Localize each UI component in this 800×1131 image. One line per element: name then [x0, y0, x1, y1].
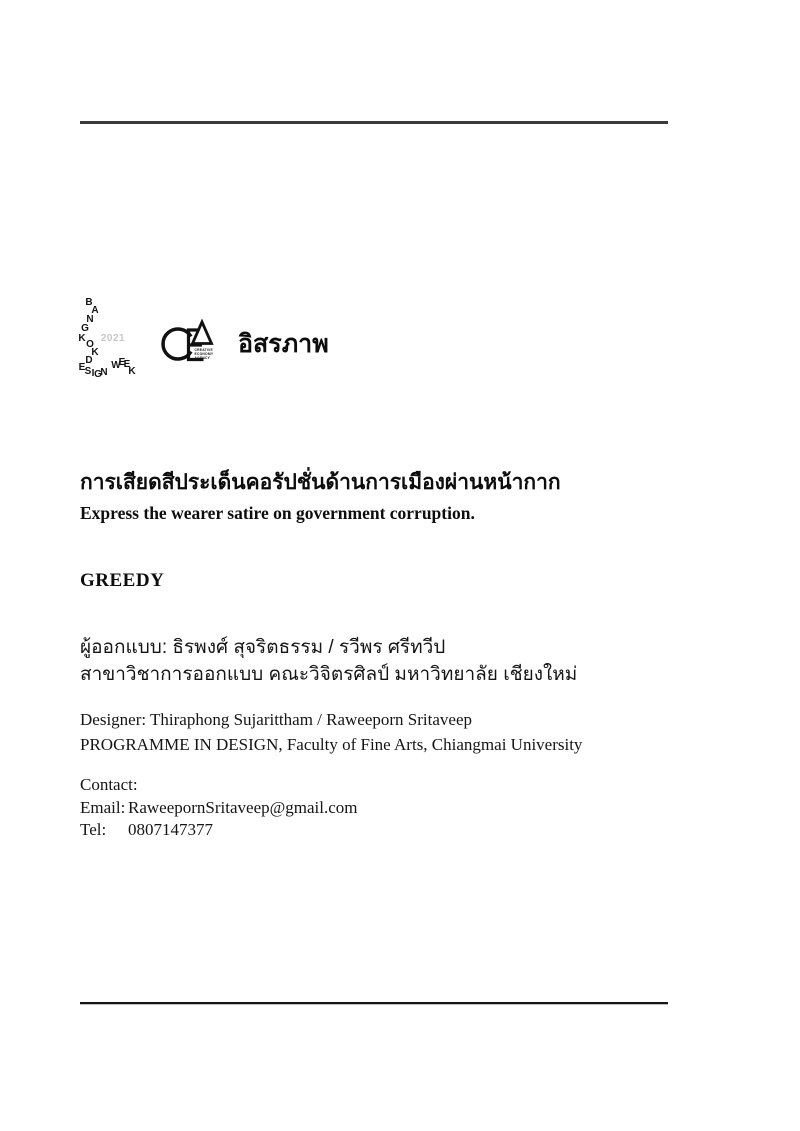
bdw-letter: N [86, 314, 94, 325]
cea-label-line1: CREATIVE [194, 348, 213, 352]
bdw-letter: W [111, 360, 121, 371]
contact-heading: Contact: [80, 775, 138, 794]
email-label: Email: [80, 797, 126, 817]
designer-info-thai [80, 634, 700, 688]
cea-label-line3: AGENCY [194, 356, 211, 360]
bdw-letter: E [118, 357, 126, 368]
contact-block [80, 774, 580, 842]
cea-label-line2: ECONOMY [194, 352, 214, 356]
bdw-year: 2021 [100, 333, 126, 344]
title-block [80, 466, 680, 526]
bdw-letter: K [78, 333, 86, 344]
designer-thai-line1: ผู้ออกแบบ: ธิรพงศ์ สุจริตธรรม / รวีพร ศรีทวีป [80, 637, 446, 658]
title-english: Express the wearer satire on government corruption. [80, 503, 475, 523]
bdw-letter: A [91, 305, 99, 316]
bdw-letter: I [91, 368, 95, 379]
contact-email-row [80, 797, 580, 820]
bdw-letter: G [94, 369, 102, 380]
tel-label: Tel: [80, 820, 107, 839]
title-thai: การเสียดสีประเด็นคอรัปชั่นด้านการเมืองผ่านหน้ากาก [80, 471, 561, 494]
brand-thai-wordmark: อิสรภาพ [238, 330, 329, 358]
top-rule [80, 121, 668, 124]
bdw-letter: O [86, 339, 94, 350]
designer-info-english [80, 707, 700, 757]
project-name: GREEDY [80, 570, 165, 591]
programme-english-line: PROGRAMME IN DESIGN, Faculty of Fine Arts, Chiangmai University [80, 735, 583, 754]
bdw-letter: K [91, 347, 99, 358]
email-value: RaweepornSritaveep@gmail.com [128, 797, 358, 817]
bdw-letter: G [81, 323, 89, 334]
bdw-letter: B [85, 297, 93, 308]
bdw-letter: E [78, 362, 86, 373]
cea-triangle-icon [193, 322, 212, 344]
bdw-letter: N [100, 367, 108, 378]
tel-value: 0807147377 [128, 820, 213, 839]
cea-logo [158, 314, 238, 374]
bdw-letter: D [85, 355, 93, 366]
contact-tel-row [80, 819, 580, 842]
designer-english-line: Designer: Thiraphong Sujarittham / Raweeporn Sritaveep [80, 710, 473, 729]
cea-c-shape [163, 329, 191, 359]
bottom-rule [80, 1002, 668, 1005]
designer-thai-line2: สาขาวิชาการออกแบบ คณะวิจิตรศิลป์ มหาวิทยาลัย เชียงใหม่ [80, 664, 578, 685]
bdw-letter: E [123, 359, 131, 370]
bdw-letter: S [84, 366, 92, 377]
bdw-letter: K [128, 366, 136, 377]
